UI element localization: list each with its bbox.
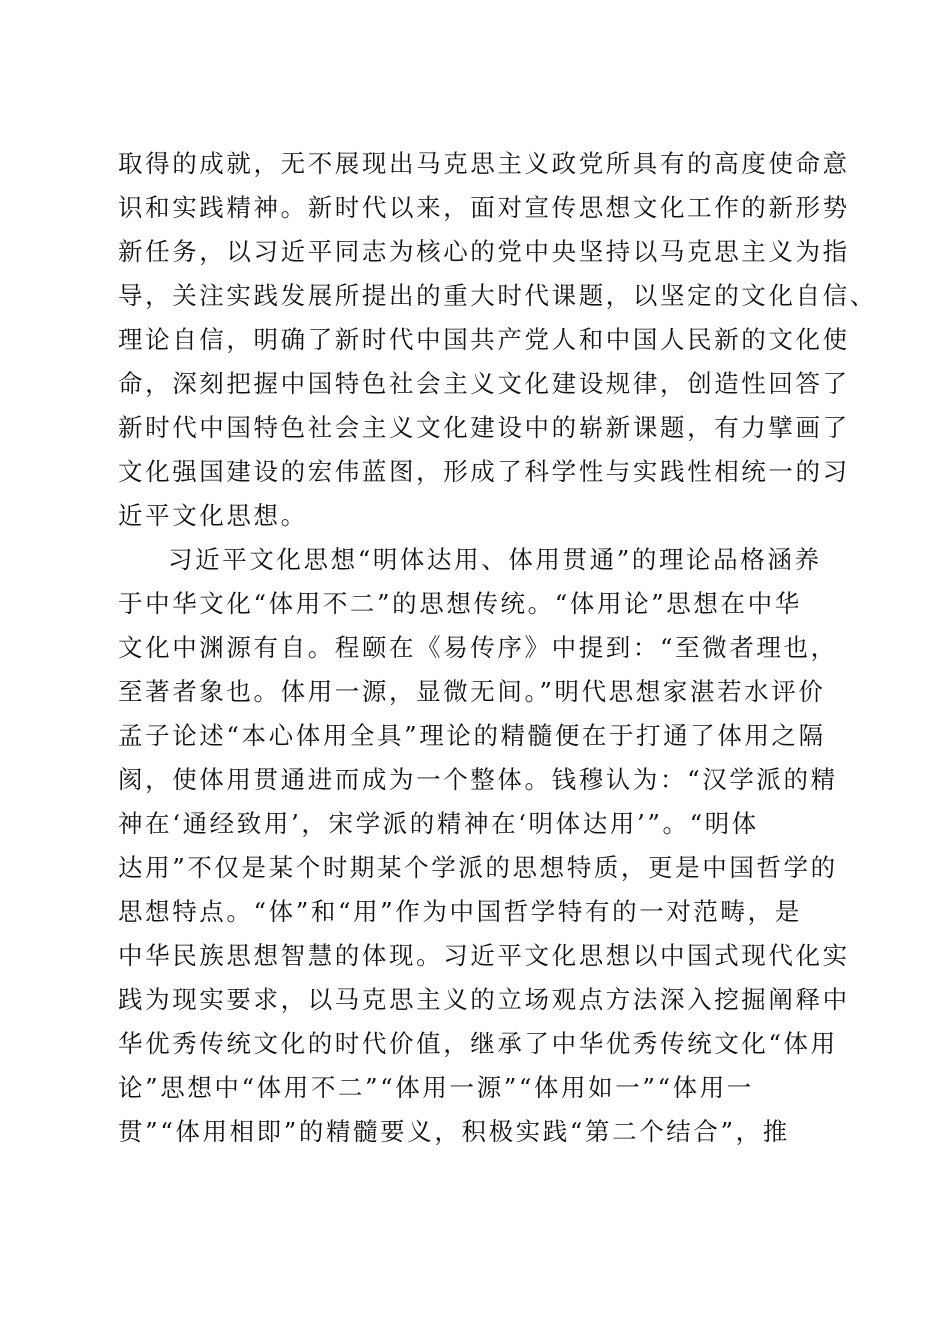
text-line: 文化强国建设的宏伟蓝图，形成了科学性与实践性相统一的习	[118, 457, 850, 486]
paragraph-2	[118, 538, 850, 1154]
text-line: 近平文化思想。	[118, 501, 308, 530]
text-line: 命，深刻把握中国特色社会主义文化建设规律，创造性回答了	[118, 369, 850, 398]
paragraph-1	[118, 142, 877, 538]
text-line: 神在‘通经致用’，宋学派的精神在‘明体达用’”。“明体	[118, 809, 759, 838]
text-line: 达用”不仅是某个时期某个学派的思想特质，更是中国哲学的	[118, 853, 838, 882]
text-line: 论”思想中“体用不二”“体用一源”“体用如一”“体用一	[118, 1073, 754, 1102]
text-line: 识和实践精神。新时代以来，面对宣传思想文化工作的新形势	[118, 193, 850, 222]
text-line: 习近平文化思想“明体达用、体用贯通”的理论品格涵养	[168, 545, 822, 574]
text-line: 导，关注实践发展所提出的重大时代课题，以坚定的文化自信、	[118, 281, 877, 310]
text-line: 思想特点。“体”和“用”作为中国哲学特有的一对范畴，是	[118, 897, 802, 926]
text-line: 至著者象也。体用一源，显微无间。”明代思想家湛若水评价	[118, 677, 826, 706]
text-line: 阂，使体用贯通进而成为一个整体。钱穆认为：“汉学派的精	[118, 765, 838, 794]
text-line: 于中华文化“体用不二”的思想传统。“体用论”思想在中华	[118, 589, 802, 618]
text-line: 贯”“体用相即”的精髓要义，积极实践“第二个结合”，推	[118, 1117, 790, 1146]
body-text	[118, 142, 877, 1154]
text-line: 取得的成就，无不展现出马克思主义政党所具有的高度使命意	[118, 149, 850, 178]
text-line: 新任务，以习近平同志为核心的党中央坚持以马克思主义为指	[118, 237, 850, 266]
text-line: 华优秀传统文化的时代价值，继承了中华优秀传统文化“体用	[118, 1029, 838, 1058]
text-line: 孟子论述“本心体用全具”理论的精髓便在于打通了体用之隔	[118, 721, 826, 750]
text-line: 理论自信，明确了新时代中国共产党人和中国人民新的文化使	[118, 325, 850, 354]
text-line: 践为现实要求，以马克思主义的立场观点方法深入挖掘阐释中	[118, 985, 850, 1014]
text-line: 新时代中国特色社会主义文化建设中的崭新课题，有力擘画了	[118, 413, 850, 442]
text-line: 文化中渊源有自。程颐在《易传序》中提到：“至微者理也，	[118, 633, 838, 662]
text-line: 中华民族思想智慧的体现。习近平文化思想以中国式现代化实	[118, 941, 850, 970]
